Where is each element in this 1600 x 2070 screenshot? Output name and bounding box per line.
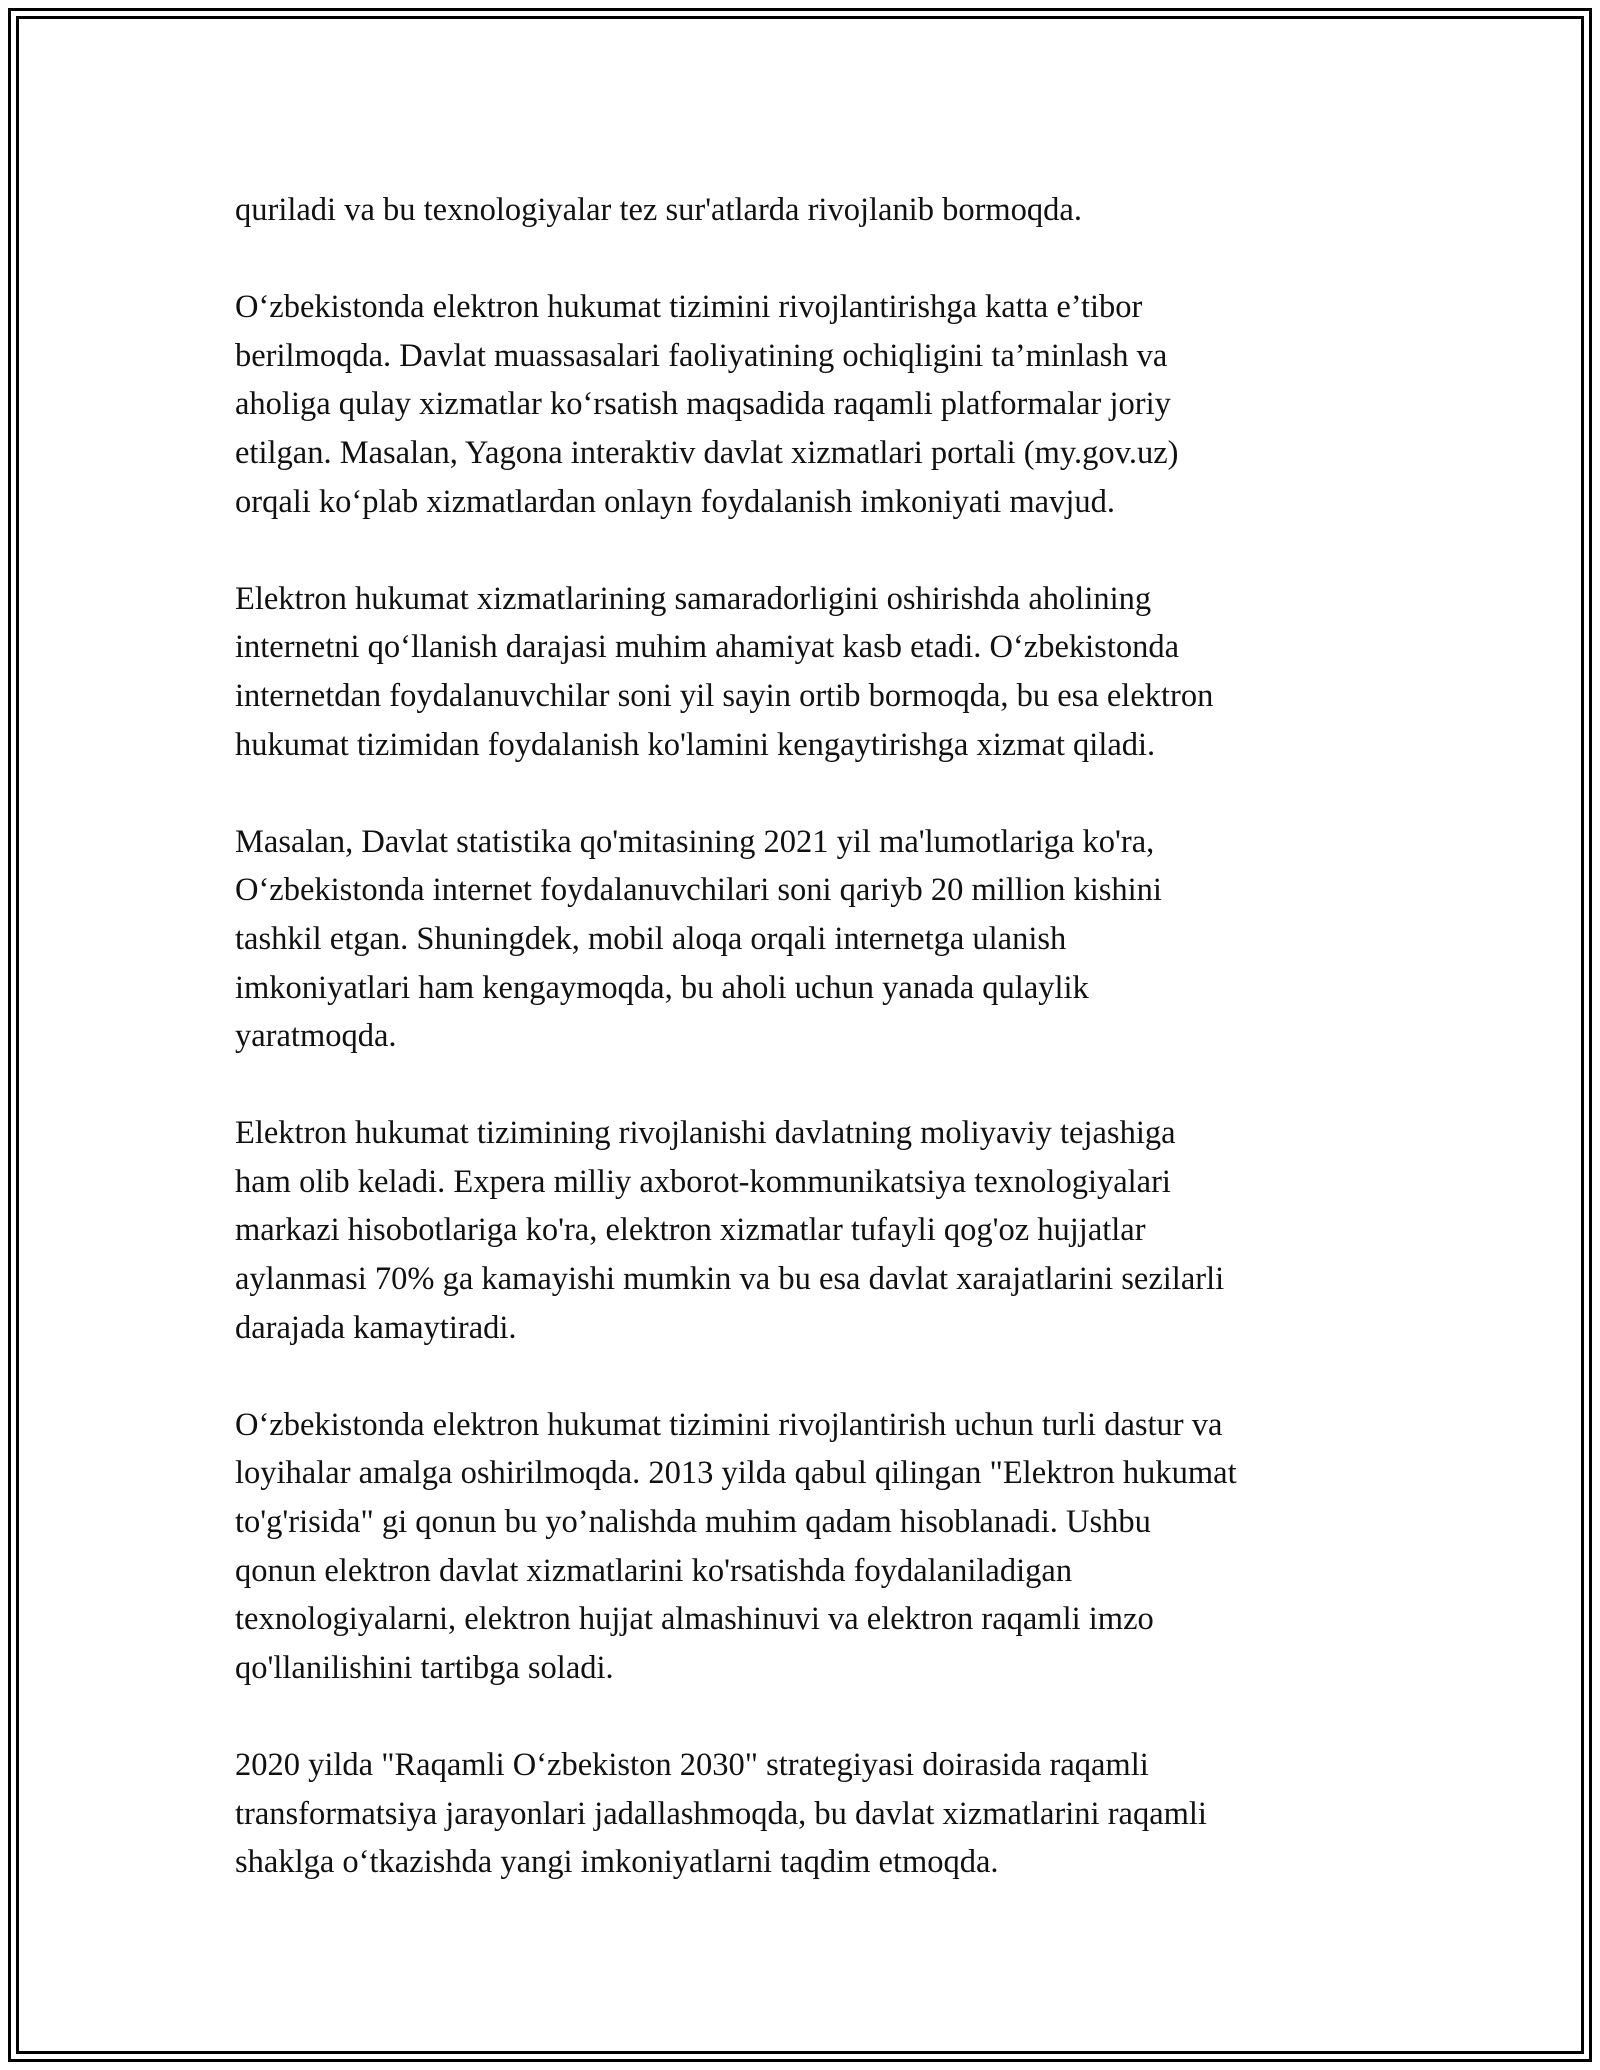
paragraph-6: O‘zbekistonda elektron hukumat tizimini rivojlantirish uchun turli dastur va loyihalar amalga oshirilmoqda. 2013 yilda qabul qilingan "Elektron hukumat to'g'risida" gi qonun bu yo’nalishda muhim qadam hisoblanadi. Ushbu qonun elektron davlat xizmatlarini ko'rsatishda foydalaniladigan texnologiyalarni, elektron hujjat almashinuvi va elektron raqamli imzo qo'llanilishini tartibga soladi.	[235, 1406, 1237, 1686]
paragraph-4: Masalan, Davlat statistika qo'mitasining 2021 yil ma'lumotlariga ko'ra, O‘zbekistonda internet foydalanuvchilari soni qariyb 20 million kishini tashkil etgan. Shuningdek, mobil aloqa orqali internetga ulanish imkoniyatlari ham kengaymoqda, bu aholi uchun yanada qulaylik yaratmoqda.	[235, 823, 1162, 1055]
paragraph-1: quriladi va bu texnologiyalar tez sur'atlarda rivojlanib bormoqda.	[235, 192, 1082, 228]
document-body	[235, 186, 1375, 1935]
paragraph-5: Elektron hukumat tizimining rivojlanishi davlatning moliyaviy tejashiga ham olib keladi. Expera milliy axborot-kommunikatsiya texnologiyalari markazi hisobotlariga ko'ra, elektron xizmatlar tufayli qog'oz hujjatlar aylanmasi 70% ga kamayishi mumkin va bu esa davlat xarajatlarini sezilarli darajada kamaytiradi.	[235, 1115, 1225, 1346]
paragraph-2: O‘zbekistonda elektron hukumat tizimini rivojlantirishga katta e’tibor berilmoqda. Davlat muassasalari faoliyatining ochiqligini ta’minlash va aholiga qulay xizmatlar ko‘rsatish maqsadida raqamli platformalar joriy etilgan. Masalan, Yagona interaktiv davlat xizmatlari portali (my.gov.uz) orqali ko‘plab xizmatlardan onlayn foydalanish imkoniyati mavjud.	[235, 289, 1179, 520]
paragraph-3: Elektron hukumat xizmatlarining samaradorligini oshirishda aholining internetni qo‘llanish darajasi muhim ahamiyat kasb etadi. O‘zbekistonda internetdan foydalanuvchilar soni yil sayin ortib bormoqda, bu esa elektron hukumat tizimidan foydalanish ko'lamini kengaytirishga xizmat qiladi.	[235, 580, 1214, 763]
paragraph-7: 2020 yilda "Raqamli O‘zbekiston 2030" strategiyasi doirasida raqamli transformatsiya jarayonlari jadallashmoqda, bu davlat xizmatlarini raqamli shaklga o‘tkazishda yangi imkoniyatlarni taqdim etmoqda.	[235, 1747, 1207, 1881]
